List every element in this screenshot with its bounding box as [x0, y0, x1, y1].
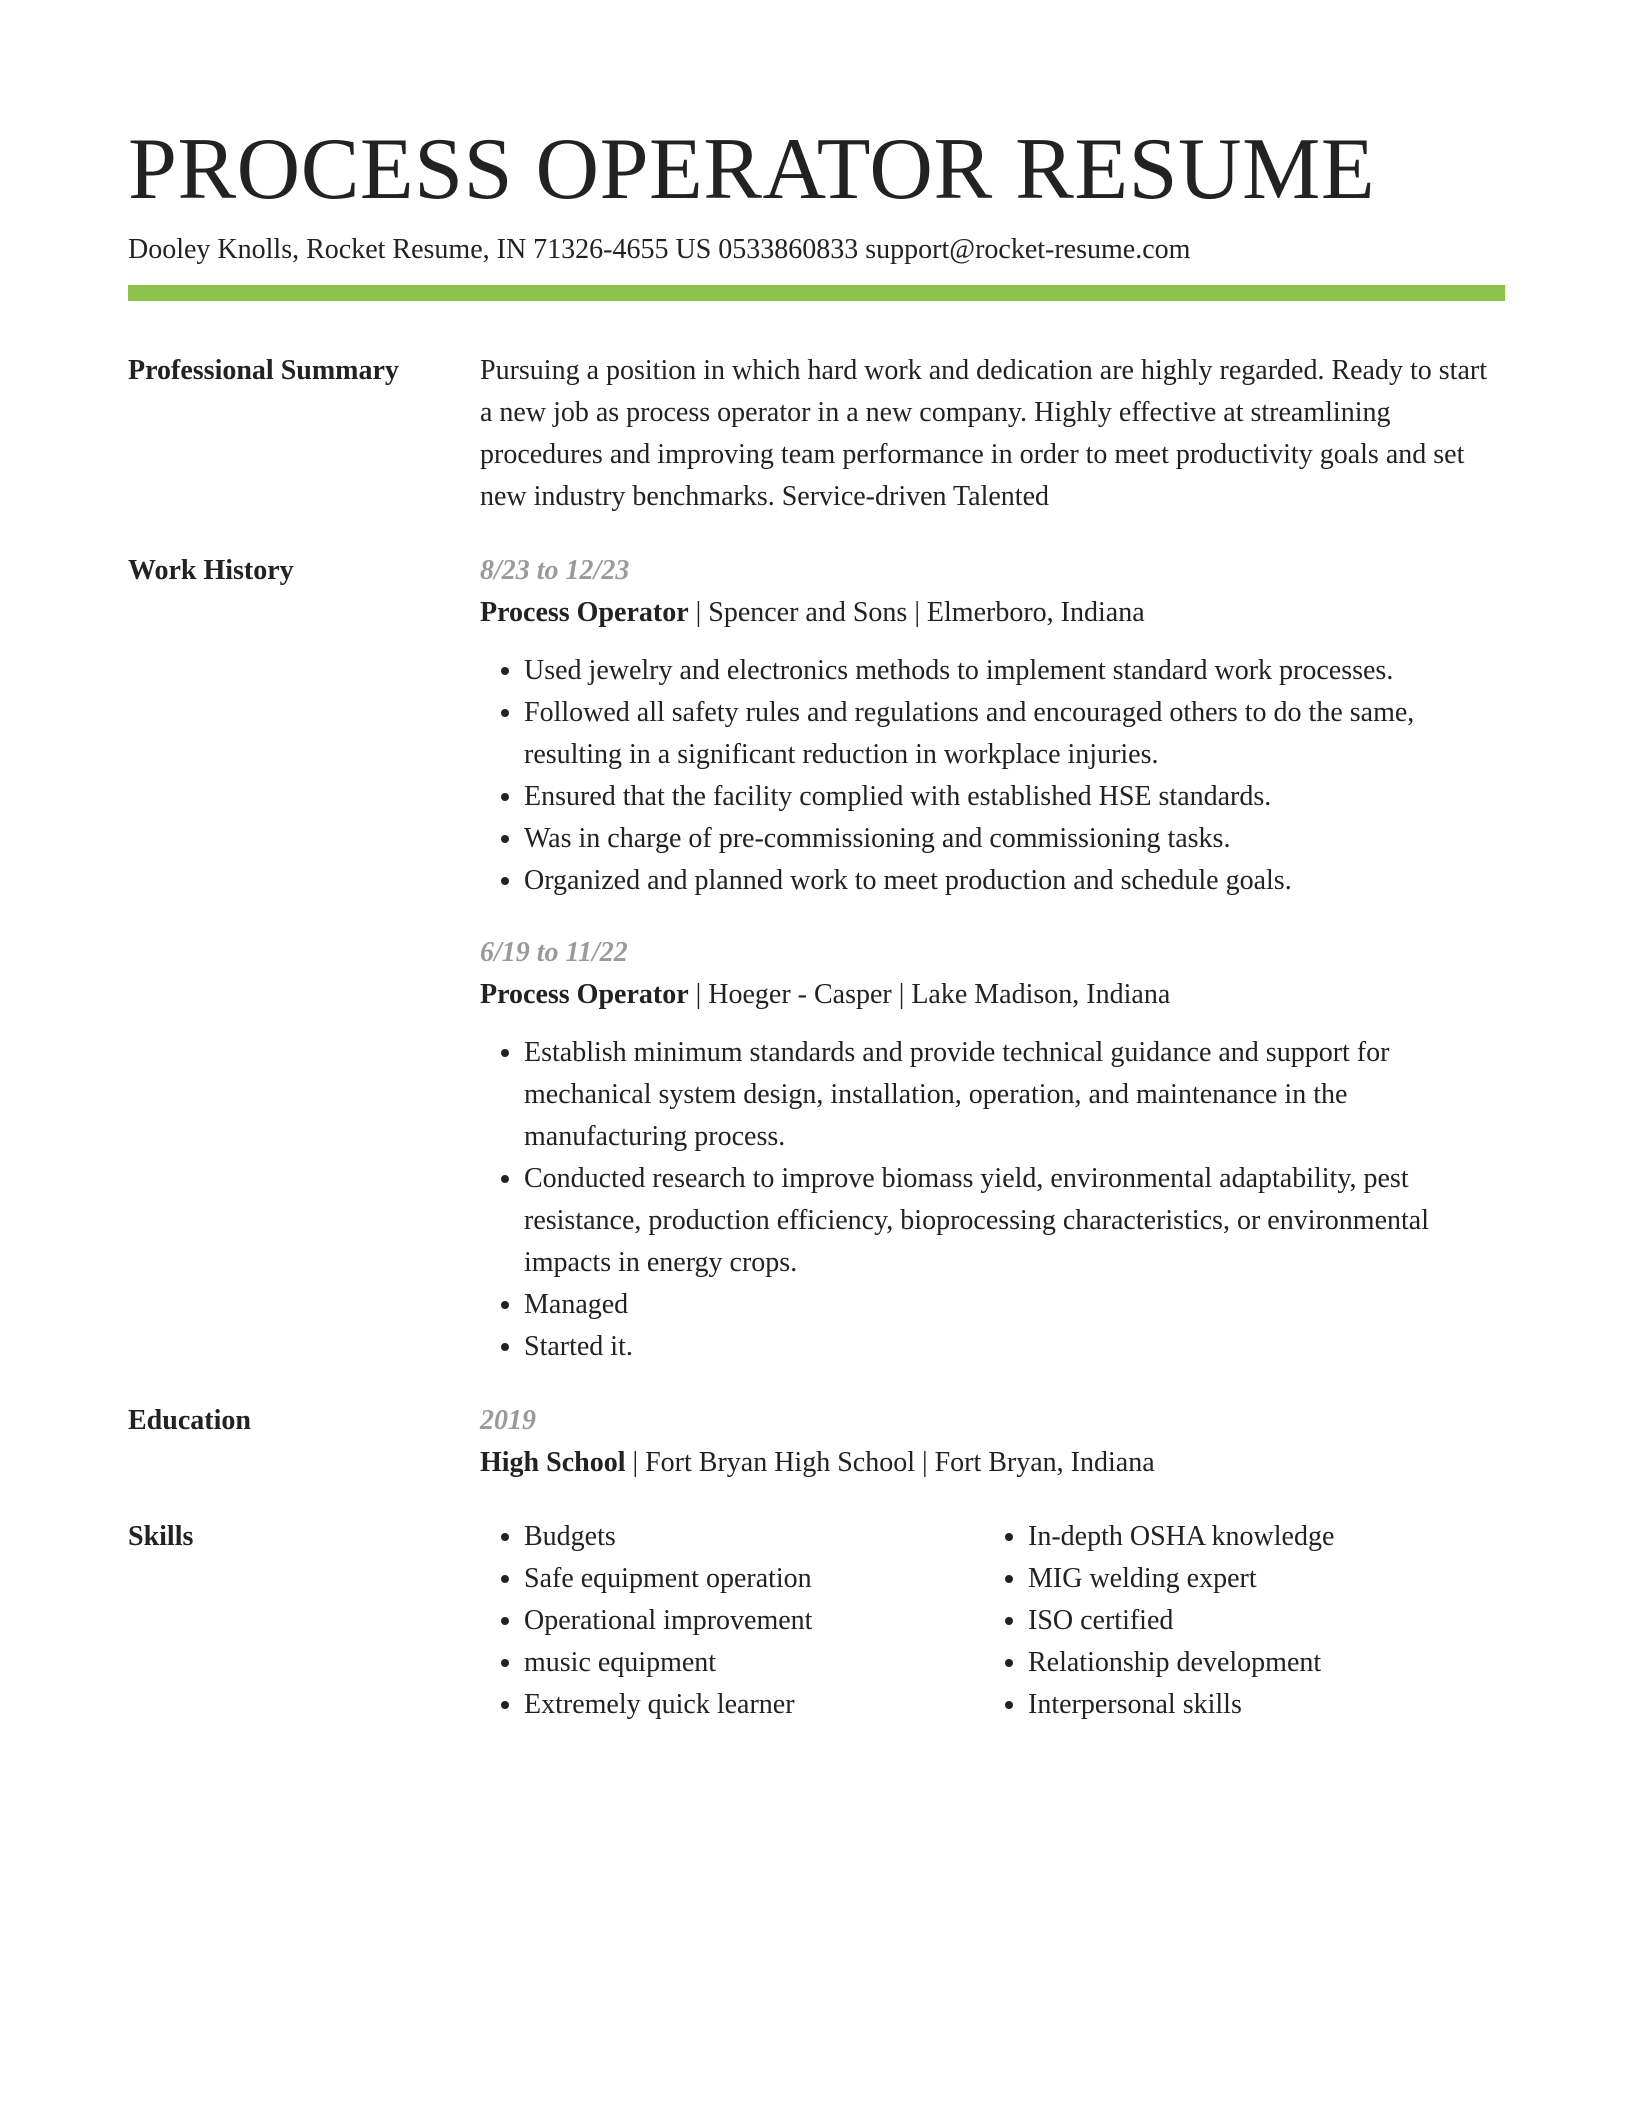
skills-column-left [480, 1516, 984, 1726]
list-item: • Operational improvement [524, 1600, 984, 1642]
skills-column-right [984, 1516, 1488, 1726]
list-item: • music equipment [524, 1642, 984, 1684]
job-title: Process Operator [480, 597, 689, 628]
job-role [480, 592, 1505, 634]
accent-divider [128, 285, 1505, 301]
list-item: • Budgets [524, 1516, 984, 1558]
job-bullets [480, 650, 1505, 902]
resume-sections [128, 350, 1505, 1758]
list-item: • ISO certified [1028, 1600, 1488, 1642]
skills-body [480, 1516, 1505, 1726]
list-item: • Was in charge of pre-commissioning and commissioning tasks. [524, 818, 1505, 860]
education-body [480, 1400, 1505, 1484]
list-item: • Managed [524, 1284, 1505, 1326]
skills-grid [480, 1516, 1505, 1726]
list-item: • Organized and planned work to meet production and schedule goals. [524, 860, 1505, 902]
education-school-location: | Fort Bryan High School | Fort Bryan, Indiana [625, 1447, 1155, 1478]
skills-label: Skills [128, 1521, 194, 1552]
job-dates: 8/23 to 12/23 [480, 555, 630, 586]
education-year: 2019 [480, 1405, 536, 1436]
education-degree: High School [480, 1447, 626, 1478]
job-entry [480, 550, 1505, 902]
list-item: • Safe equipment operation [524, 1558, 984, 1600]
job-employer-location: | Hoeger - Casper | Lake Madison, Indiana [688, 979, 1171, 1010]
list-item: • MIG welding expert [1028, 1558, 1488, 1600]
list-item: • Relationship development [1028, 1642, 1488, 1684]
summary-section [128, 350, 1505, 518]
list-item: • Used jewelry and electronics methods to implement standard work processes. [524, 650, 1505, 692]
education-section [128, 1400, 1505, 1484]
summary-text: Pursuing a position in which hard work and dedication are highly regarded. Ready to start a new job as process operator in a new company. Highly effective at streamlining procedures and improving team performance in order to meet productivity goals and set new industry benchmarks. Service-driven Talented [480, 355, 1487, 512]
job-bullets [480, 1032, 1505, 1368]
skills-section [128, 1516, 1505, 1726]
list-item: • Interpersonal skills [1028, 1684, 1488, 1726]
work-history-section [128, 550, 1505, 1368]
job-dates: 6/19 to 11/22 [480, 937, 628, 968]
work-history-body [480, 550, 1505, 1368]
contact-line: Dooley Knolls, Rocket Resume, IN 71326-4655 US 0533860833 support@rocket-resume.com [128, 234, 1191, 265]
list-item: • Extremely quick learner [524, 1684, 984, 1726]
job-title: Process Operator [480, 979, 689, 1010]
summary-body [480, 350, 1505, 518]
list-item: • Conducted research to improve biomass yield, environmental adaptability, pest resistance, production efficiency, bioprocessing characteristics, or environmental impacts in energy crops. [524, 1158, 1505, 1284]
summary-label: Professional Summary [128, 355, 399, 386]
list-item: • Followed all safety rules and regulations and encouraged others to do the same, resulting in a significant reduction in workplace injuries. [524, 692, 1505, 776]
job-entry [480, 932, 1505, 1368]
list-item: • Establish minimum standards and provide technical guidance and support for mechanical system design, installation, operation, and maintenance in the manufacturing process. [524, 1032, 1505, 1158]
resume-title: PROCESS OPERATOR RESUME [128, 121, 1376, 218]
work-history-label: Work History [128, 555, 294, 586]
list-item: • In-depth OSHA knowledge [1028, 1516, 1488, 1558]
list-item: • Ensured that the facility complied with established HSE standards. [524, 776, 1505, 818]
job-role [480, 974, 1505, 1016]
education-label: Education [128, 1405, 251, 1436]
list-item: • Started it. [524, 1326, 1505, 1368]
education-entry [480, 1442, 1505, 1484]
job-employer-location: | Spencer and Sons | Elmerboro, Indiana [688, 597, 1145, 628]
